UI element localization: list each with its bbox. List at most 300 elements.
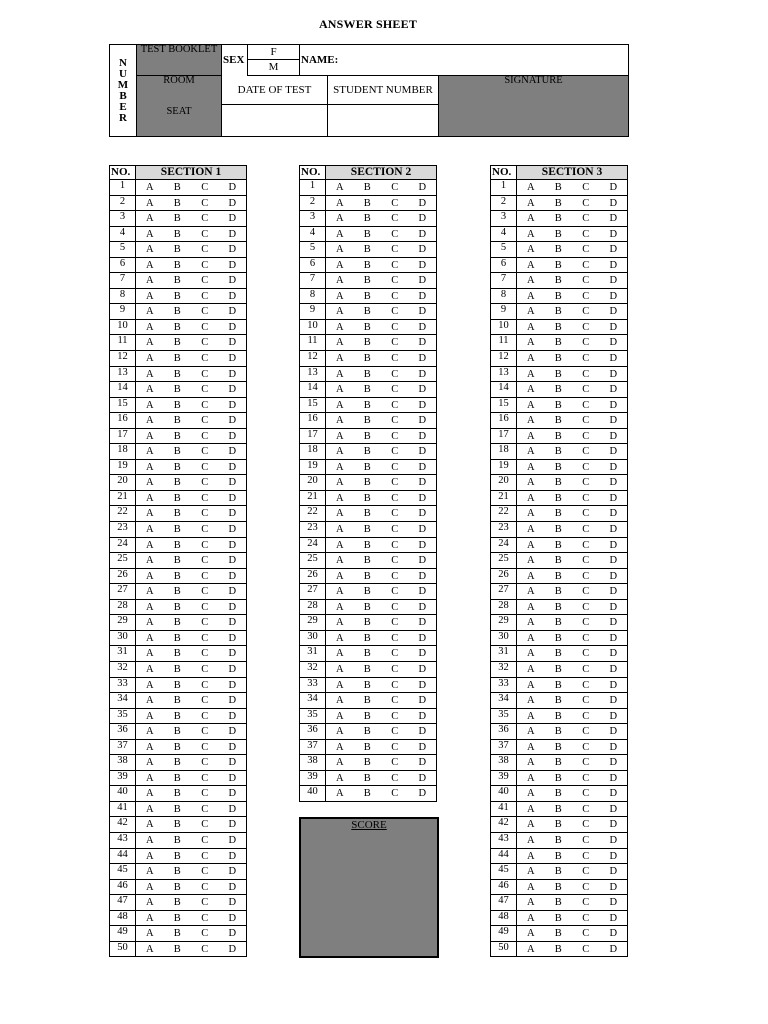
- answer-option-a[interactable]: A: [335, 399, 344, 411]
- answer-option-b[interactable]: B: [554, 741, 562, 753]
- answer-option-b[interactable]: B: [173, 555, 181, 567]
- answer-option-a[interactable]: A: [526, 695, 535, 707]
- answer-option-c[interactable]: C: [391, 570, 399, 582]
- answer-option-d[interactable]: D: [418, 508, 427, 520]
- answer-option-b[interactable]: B: [363, 321, 371, 333]
- answer-option-d[interactable]: D: [609, 601, 618, 613]
- answer-option-b[interactable]: B: [554, 601, 562, 613]
- answer-option-c[interactable]: C: [201, 430, 209, 442]
- answer-option-b[interactable]: B: [173, 337, 181, 349]
- answer-option-a[interactable]: A: [145, 850, 154, 862]
- answer-option-d[interactable]: D: [228, 290, 237, 302]
- answer-option-c[interactable]: C: [201, 586, 209, 598]
- answer-option-d[interactable]: D: [228, 182, 237, 193]
- answer-option-d[interactable]: D: [228, 228, 237, 240]
- answer-option-a[interactable]: A: [145, 446, 154, 458]
- answer-option-c[interactable]: C: [201, 648, 209, 660]
- answer-option-d[interactable]: D: [418, 663, 427, 675]
- answer-option-b[interactable]: B: [363, 788, 371, 800]
- answer-option-c[interactable]: C: [582, 710, 590, 722]
- answer-option-c[interactable]: C: [391, 726, 399, 738]
- answer-option-c[interactable]: C: [582, 912, 590, 924]
- answer-option-d[interactable]: D: [609, 850, 618, 862]
- answer-option-a[interactable]: A: [335, 695, 344, 707]
- answer-option-a[interactable]: A: [145, 757, 154, 769]
- answer-option-c[interactable]: C: [391, 741, 399, 753]
- answer-option-a[interactable]: A: [526, 524, 535, 536]
- answer-option-a[interactable]: A: [335, 757, 344, 769]
- answer-option-c[interactable]: C: [582, 897, 590, 909]
- answer-option-c[interactable]: C: [391, 555, 399, 567]
- answer-option-a[interactable]: A: [335, 539, 344, 551]
- answer-option-c[interactable]: C: [582, 772, 590, 784]
- answer-option-a[interactable]: A: [335, 368, 344, 380]
- answer-option-d[interactable]: D: [609, 772, 618, 784]
- answer-option-b[interactable]: B: [554, 555, 562, 567]
- answer-option-a[interactable]: A: [335, 570, 344, 582]
- answer-option-c[interactable]: C: [201, 788, 209, 800]
- answer-option-b[interactable]: B: [363, 695, 371, 707]
- answer-option-d[interactable]: D: [228, 384, 237, 396]
- answer-option-b[interactable]: B: [173, 803, 181, 815]
- answer-option-b[interactable]: B: [554, 213, 562, 225]
- answer-option-c[interactable]: C: [391, 415, 399, 427]
- answer-option-c[interactable]: C: [582, 415, 590, 427]
- answer-option-d[interactable]: D: [609, 461, 618, 473]
- answer-option-b[interactable]: B: [554, 803, 562, 815]
- answer-option-d[interactable]: D: [609, 663, 618, 675]
- answer-option-a[interactable]: A: [526, 384, 535, 396]
- answer-option-d[interactable]: D: [609, 368, 618, 380]
- answer-option-a[interactable]: A: [145, 321, 154, 333]
- answer-option-a[interactable]: A: [526, 788, 535, 800]
- answer-option-d[interactable]: D: [228, 244, 237, 256]
- answer-option-b[interactable]: B: [363, 290, 371, 302]
- answer-option-d[interactable]: D: [418, 244, 427, 256]
- answer-option-c[interactable]: C: [582, 726, 590, 738]
- answer-option-c[interactable]: C: [201, 803, 209, 815]
- answer-option-b[interactable]: B: [554, 897, 562, 909]
- answer-option-a[interactable]: A: [335, 726, 344, 738]
- answer-option-d[interactable]: D: [609, 881, 618, 893]
- answer-option-b[interactable]: B: [173, 539, 181, 551]
- answer-option-c[interactable]: C: [391, 492, 399, 504]
- answer-option-c[interactable]: C: [391, 788, 399, 800]
- answer-option-b[interactable]: B: [173, 197, 181, 209]
- answer-option-a[interactable]: A: [335, 508, 344, 520]
- answer-option-c[interactable]: C: [582, 695, 590, 707]
- answer-option-a[interactable]: A: [335, 197, 344, 209]
- answer-option-b[interactable]: B: [554, 663, 562, 675]
- answer-option-c[interactable]: C: [582, 259, 590, 271]
- answer-option-b[interactable]: B: [173, 384, 181, 396]
- answer-option-a[interactable]: A: [335, 384, 344, 396]
- answer-option-b[interactable]: B: [554, 881, 562, 893]
- answer-option-d[interactable]: D: [228, 912, 237, 924]
- answer-option-d[interactable]: D: [609, 617, 618, 629]
- answer-option-a[interactable]: A: [526, 881, 535, 893]
- answer-option-a[interactable]: A: [335, 741, 344, 753]
- answer-option-c[interactable]: C: [391, 337, 399, 349]
- answer-option-c[interactable]: C: [201, 897, 209, 909]
- answer-option-d[interactable]: D: [418, 570, 427, 582]
- answer-option-a[interactable]: A: [145, 695, 154, 707]
- answer-option-c[interactable]: C: [391, 259, 399, 271]
- answer-option-c[interactable]: C: [201, 663, 209, 675]
- answer-option-b[interactable]: B: [363, 368, 371, 380]
- answer-option-b[interactable]: B: [363, 679, 371, 691]
- answer-option-d[interactable]: D: [609, 803, 618, 815]
- answer-option-c[interactable]: C: [582, 881, 590, 893]
- answer-option-c[interactable]: C: [201, 539, 209, 551]
- answer-option-d[interactable]: D: [418, 679, 427, 691]
- answer-option-d[interactable]: D: [228, 446, 237, 458]
- answer-option-b[interactable]: B: [554, 632, 562, 644]
- answer-option-d[interactable]: D: [228, 850, 237, 862]
- answer-option-b[interactable]: B: [363, 306, 371, 318]
- answer-option-b[interactable]: B: [554, 337, 562, 349]
- answer-option-d[interactable]: D: [418, 259, 427, 271]
- answer-option-d[interactable]: D: [228, 928, 237, 940]
- answer-option-a[interactable]: A: [526, 213, 535, 225]
- answer-option-a[interactable]: A: [526, 477, 535, 489]
- answer-option-c[interactable]: C: [201, 912, 209, 924]
- answer-option-a[interactable]: A: [145, 492, 154, 504]
- answer-option-b[interactable]: B: [554, 539, 562, 551]
- answer-option-b[interactable]: B: [173, 492, 181, 504]
- answer-option-c[interactable]: C: [582, 601, 590, 613]
- answer-option-c[interactable]: C: [391, 772, 399, 784]
- answer-option-b[interactable]: B: [554, 912, 562, 924]
- answer-option-c[interactable]: C: [391, 321, 399, 333]
- answer-option-b[interactable]: B: [363, 726, 371, 738]
- answer-option-a[interactable]: A: [335, 772, 344, 784]
- answer-option-c[interactable]: C: [201, 850, 209, 862]
- answer-option-a[interactable]: A: [145, 570, 154, 582]
- answer-option-c[interactable]: C: [582, 524, 590, 536]
- answer-option-d[interactable]: D: [228, 710, 237, 722]
- name-field[interactable]: [299, 44, 629, 76]
- answer-option-b[interactable]: B: [363, 555, 371, 567]
- answer-option-d[interactable]: D: [418, 430, 427, 442]
- answer-option-d[interactable]: D: [228, 306, 237, 318]
- answer-option-a[interactable]: A: [526, 912, 535, 924]
- answer-option-d[interactable]: D: [609, 492, 618, 504]
- answer-option-b[interactable]: B: [173, 586, 181, 598]
- answer-option-a[interactable]: A: [526, 648, 535, 660]
- answer-option-a[interactable]: A: [526, 601, 535, 613]
- answer-option-a[interactable]: A: [145, 741, 154, 753]
- answer-option-a[interactable]: A: [335, 586, 344, 598]
- answer-option-a[interactable]: A: [145, 508, 154, 520]
- answer-option-a[interactable]: A: [335, 290, 344, 302]
- answer-option-d[interactable]: D: [418, 306, 427, 318]
- answer-option-a[interactable]: A: [145, 881, 154, 893]
- answer-option-d[interactable]: D: [228, 881, 237, 893]
- answer-option-b[interactable]: B: [173, 648, 181, 660]
- answer-option-d[interactable]: D: [418, 415, 427, 427]
- answer-option-d[interactable]: D: [609, 757, 618, 769]
- answer-option-c[interactable]: C: [582, 197, 590, 209]
- answer-option-a[interactable]: A: [335, 710, 344, 722]
- answer-option-d[interactable]: D: [418, 586, 427, 598]
- answer-option-b[interactable]: B: [554, 321, 562, 333]
- answer-option-c[interactable]: C: [201, 446, 209, 458]
- answer-option-a[interactable]: A: [335, 306, 344, 318]
- answer-option-d[interactable]: D: [609, 197, 618, 209]
- answer-option-b[interactable]: B: [173, 679, 181, 691]
- answer-option-d[interactable]: D: [418, 197, 427, 209]
- answer-option-a[interactable]: A: [335, 632, 344, 644]
- answer-option-d[interactable]: D: [228, 539, 237, 551]
- answer-option-a[interactable]: A: [335, 461, 344, 473]
- answer-option-a[interactable]: A: [145, 275, 154, 287]
- answer-option-d[interactable]: D: [609, 539, 618, 551]
- date-of-test-field[interactable]: [221, 105, 327, 137]
- answer-option-c[interactable]: C: [391, 306, 399, 318]
- answer-option-c[interactable]: C: [582, 337, 590, 349]
- answer-option-d[interactable]: D: [418, 353, 427, 365]
- answer-option-b[interactable]: B: [173, 663, 181, 675]
- answer-option-a[interactable]: A: [526, 586, 535, 598]
- answer-option-b[interactable]: B: [173, 601, 181, 613]
- answer-option-d[interactable]: D: [228, 353, 237, 365]
- answer-option-a[interactable]: A: [145, 648, 154, 660]
- answer-option-a[interactable]: A: [145, 866, 154, 878]
- answer-option-b[interactable]: B: [554, 679, 562, 691]
- answer-option-c[interactable]: C: [582, 430, 590, 442]
- answer-option-d[interactable]: D: [609, 741, 618, 753]
- answer-option-c[interactable]: C: [582, 384, 590, 396]
- answer-option-b[interactable]: B: [173, 866, 181, 878]
- answer-option-b[interactable]: B: [554, 866, 562, 878]
- answer-option-b[interactable]: B: [363, 648, 371, 660]
- sex-option-f[interactable]: F: [247, 44, 299, 60]
- answer-option-d[interactable]: D: [228, 741, 237, 753]
- answer-option-c[interactable]: C: [201, 306, 209, 318]
- answer-option-b[interactable]: B: [363, 524, 371, 536]
- answer-option-a[interactable]: A: [145, 663, 154, 675]
- answer-option-a[interactable]: A: [526, 259, 535, 271]
- answer-option-d[interactable]: D: [418, 617, 427, 629]
- room-field[interactable]: [136, 76, 221, 105]
- answer-option-d[interactable]: D: [418, 788, 427, 800]
- answer-option-b[interactable]: B: [363, 446, 371, 458]
- answer-option-c[interactable]: C: [391, 461, 399, 473]
- answer-option-d[interactable]: D: [609, 648, 618, 660]
- answer-option-d[interactable]: D: [228, 570, 237, 582]
- answer-option-d[interactable]: D: [609, 679, 618, 691]
- answer-option-b[interactable]: B: [554, 197, 562, 209]
- answer-option-b[interactable]: B: [173, 461, 181, 473]
- answer-option-c[interactable]: C: [201, 337, 209, 349]
- answer-option-b[interactable]: B: [554, 570, 562, 582]
- answer-option-b[interactable]: B: [554, 259, 562, 271]
- answer-option-c[interactable]: C: [582, 555, 590, 567]
- answer-option-a[interactable]: A: [526, 679, 535, 691]
- answer-option-c[interactable]: C: [201, 866, 209, 878]
- answer-option-c[interactable]: C: [582, 741, 590, 753]
- answer-option-a[interactable]: A: [526, 834, 535, 846]
- answer-option-c[interactable]: C: [201, 757, 209, 769]
- answer-option-d[interactable]: D: [228, 586, 237, 598]
- answer-option-d[interactable]: D: [609, 788, 618, 800]
- answer-option-d[interactable]: D: [418, 399, 427, 411]
- answer-option-b[interactable]: B: [363, 337, 371, 349]
- answer-option-b[interactable]: B: [554, 446, 562, 458]
- seat-field[interactable]: [136, 105, 221, 137]
- answer-option-d[interactable]: D: [228, 368, 237, 380]
- answer-option-c[interactable]: C: [391, 710, 399, 722]
- answer-option-a[interactable]: A: [145, 259, 154, 271]
- answer-option-b[interactable]: B: [363, 492, 371, 504]
- answer-option-c[interactable]: C: [391, 757, 399, 769]
- answer-option-a[interactable]: A: [335, 492, 344, 504]
- answer-option-a[interactable]: A: [335, 477, 344, 489]
- answer-option-d[interactable]: D: [228, 399, 237, 411]
- answer-option-b[interactable]: B: [554, 430, 562, 442]
- answer-option-b[interactable]: B: [173, 446, 181, 458]
- answer-option-c[interactable]: C: [582, 182, 590, 193]
- answer-option-c[interactable]: C: [201, 555, 209, 567]
- answer-option-c[interactable]: C: [201, 524, 209, 536]
- answer-option-c[interactable]: C: [582, 275, 590, 287]
- answer-option-c[interactable]: C: [201, 881, 209, 893]
- answer-option-d[interactable]: D: [228, 275, 237, 287]
- answer-option-a[interactable]: A: [526, 772, 535, 784]
- answer-option-b[interactable]: B: [363, 213, 371, 225]
- answer-option-c[interactable]: C: [201, 415, 209, 427]
- answer-option-b[interactable]: B: [173, 788, 181, 800]
- answer-option-c[interactable]: C: [582, 648, 590, 660]
- answer-option-c[interactable]: C: [201, 477, 209, 489]
- answer-option-c[interactable]: C: [391, 399, 399, 411]
- answer-option-d[interactable]: D: [609, 726, 618, 738]
- answer-option-a[interactable]: A: [526, 244, 535, 256]
- answer-option-d[interactable]: D: [418, 384, 427, 396]
- answer-option-b[interactable]: B: [554, 617, 562, 629]
- answer-option-a[interactable]: A: [145, 586, 154, 598]
- answer-option-a[interactable]: A: [145, 928, 154, 940]
- answer-option-a[interactable]: A: [335, 275, 344, 287]
- answer-option-b[interactable]: B: [363, 275, 371, 287]
- answer-option-b[interactable]: B: [363, 617, 371, 629]
- answer-option-a[interactable]: A: [526, 461, 535, 473]
- answer-option-b[interactable]: B: [173, 897, 181, 909]
- answer-option-c[interactable]: C: [391, 695, 399, 707]
- answer-option-b[interactable]: B: [554, 492, 562, 504]
- answer-option-c[interactable]: C: [391, 477, 399, 489]
- answer-option-c[interactable]: C: [201, 461, 209, 473]
- answer-option-a[interactable]: A: [145, 244, 154, 256]
- answer-option-b[interactable]: B: [173, 415, 181, 427]
- answer-option-d[interactable]: D: [228, 943, 237, 955]
- answer-option-a[interactable]: A: [145, 213, 154, 225]
- answer-option-b[interactable]: B: [554, 648, 562, 660]
- answer-option-b[interactable]: B: [363, 197, 371, 209]
- answer-option-c[interactable]: C: [201, 617, 209, 629]
- answer-option-b[interactable]: B: [363, 663, 371, 675]
- answer-option-b[interactable]: B: [554, 368, 562, 380]
- answer-option-a[interactable]: A: [526, 399, 535, 411]
- answer-option-a[interactable]: A: [526, 897, 535, 909]
- answer-option-b[interactable]: B: [363, 461, 371, 473]
- answer-option-d[interactable]: D: [609, 399, 618, 411]
- answer-option-c[interactable]: C: [201, 197, 209, 209]
- answer-option-d[interactable]: D: [609, 228, 618, 240]
- answer-option-a[interactable]: A: [526, 819, 535, 831]
- answer-option-a[interactable]: A: [335, 679, 344, 691]
- answer-option-c[interactable]: C: [201, 213, 209, 225]
- answer-option-d[interactable]: D: [609, 695, 618, 707]
- answer-option-c[interactable]: C: [201, 290, 209, 302]
- answer-option-c[interactable]: C: [201, 726, 209, 738]
- answer-option-c[interactable]: C: [201, 695, 209, 707]
- answer-option-d[interactable]: D: [418, 726, 427, 738]
- answer-option-d[interactable]: D: [228, 834, 237, 846]
- answer-option-c[interactable]: C: [391, 182, 399, 193]
- answer-option-c[interactable]: C: [582, 866, 590, 878]
- answer-option-c[interactable]: C: [391, 290, 399, 302]
- answer-option-c[interactable]: C: [582, 819, 590, 831]
- answer-option-d[interactable]: D: [418, 757, 427, 769]
- answer-option-a[interactable]: A: [145, 306, 154, 318]
- answer-option-c[interactable]: C: [582, 508, 590, 520]
- answer-option-d[interactable]: D: [228, 819, 237, 831]
- answer-option-a[interactable]: A: [526, 353, 535, 365]
- answer-option-a[interactable]: A: [526, 492, 535, 504]
- answer-option-a[interactable]: A: [335, 555, 344, 567]
- answer-option-d[interactable]: D: [418, 368, 427, 380]
- answer-option-d[interactable]: D: [609, 415, 618, 427]
- answer-option-d[interactable]: D: [418, 290, 427, 302]
- answer-option-d[interactable]: D: [228, 524, 237, 536]
- answer-option-b[interactable]: B: [363, 570, 371, 582]
- answer-option-b[interactable]: B: [554, 182, 562, 193]
- answer-option-c[interactable]: C: [582, 943, 590, 955]
- answer-option-b[interactable]: B: [173, 632, 181, 644]
- answer-option-c[interactable]: C: [582, 353, 590, 365]
- answer-option-a[interactable]: A: [526, 617, 535, 629]
- answer-option-d[interactable]: D: [418, 772, 427, 784]
- answer-option-d[interactable]: D: [228, 648, 237, 660]
- answer-option-b[interactable]: B: [363, 477, 371, 489]
- answer-option-a[interactable]: A: [145, 524, 154, 536]
- answer-option-c[interactable]: C: [391, 275, 399, 287]
- answer-option-d[interactable]: D: [228, 726, 237, 738]
- answer-option-c[interactable]: C: [582, 663, 590, 675]
- answer-option-d[interactable]: D: [228, 601, 237, 613]
- answer-option-a[interactable]: A: [526, 337, 535, 349]
- answer-option-a[interactable]: A: [145, 197, 154, 209]
- answer-option-d[interactable]: D: [228, 695, 237, 707]
- answer-option-c[interactable]: C: [391, 430, 399, 442]
- answer-option-d[interactable]: D: [609, 834, 618, 846]
- answer-option-b[interactable]: B: [173, 228, 181, 240]
- answer-option-d[interactable]: D: [228, 415, 237, 427]
- answer-option-b[interactable]: B: [173, 772, 181, 784]
- answer-option-a[interactable]: A: [145, 788, 154, 800]
- answer-option-c[interactable]: C: [201, 275, 209, 287]
- answer-option-b[interactable]: B: [554, 788, 562, 800]
- answer-option-b[interactable]: B: [554, 834, 562, 846]
- answer-option-b[interactable]: B: [173, 508, 181, 520]
- answer-option-c[interactable]: C: [201, 928, 209, 940]
- answer-option-c[interactable]: C: [391, 244, 399, 256]
- answer-option-a[interactable]: A: [335, 617, 344, 629]
- answer-option-b[interactable]: B: [363, 244, 371, 256]
- answer-option-c[interactable]: C: [582, 213, 590, 225]
